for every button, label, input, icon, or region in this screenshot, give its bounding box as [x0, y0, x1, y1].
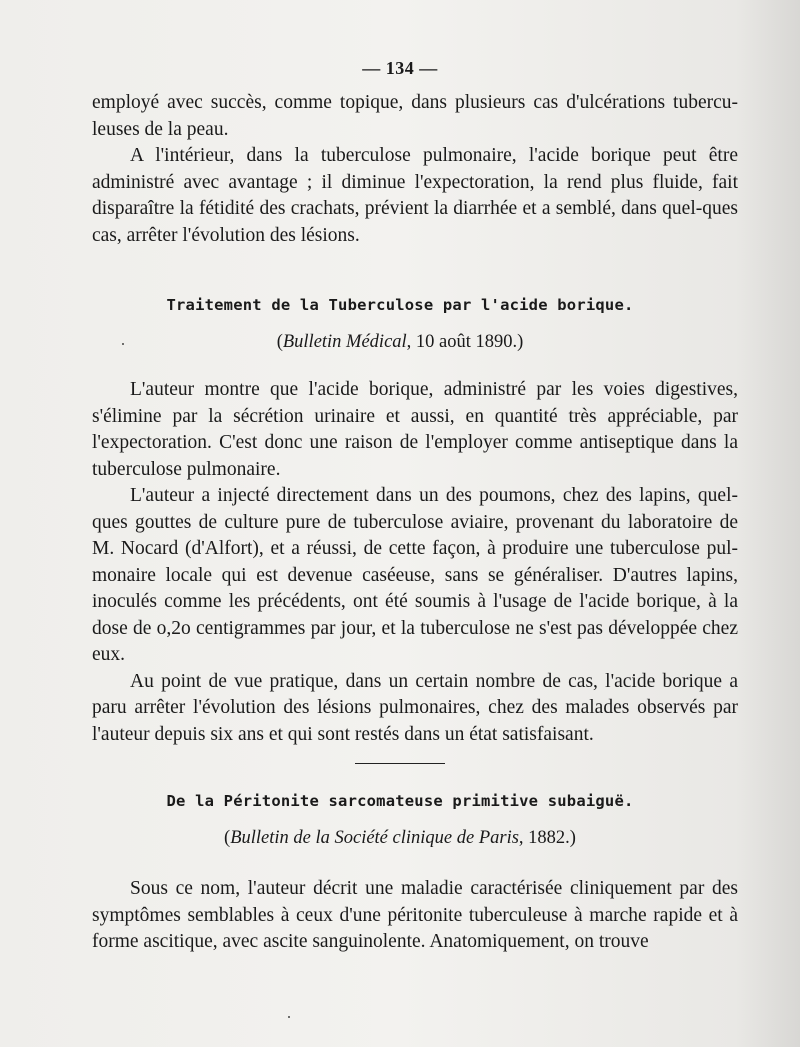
- source-date: , 1882.): [518, 828, 576, 848]
- paper-speck: [288, 1016, 290, 1018]
- section-heading-peritonite: De la Péritonite sarcomateuse primitive subaiguë.: [166, 792, 634, 810]
- paragraph-continued: employé avec succès, comme topique, dans plusieurs cas d'ulcérations tubercu-leuses de la peau.: [92, 92, 738, 140]
- paragraph-practical: Au point de vue pratique, dans un certain nombre de cas, l'acide borique a paru arrêter l'évolution des lésions pulmonaires, chez des malades observés par l'auteur depuis six ans et qui sont restés dans un état satisfaisant.: [92, 670, 738, 745]
- source-citation-bulletin-medical: [0, 332, 800, 353]
- paragraph-experiment: L'auteur a injecté directement dans un des poumons, chez des lapins, quel-ques gouttes de culture pure de tuberculose aviaire, provenant du laboratoire de M. Nocard (d'Alfort), et a réussi, de cette façon, à produire une tuberculose pul-monaire locale qui est devenue caséeuse, sans se généraliser. D'autres lapins, inoculés comme les précédents, ont été soumis à l'usage de l'acide borique, à la dose de o,2o centigrammes par jour, et la tuberculose ne s'est pas développée chez eux.: [92, 485, 738, 665]
- source-citation-societe-clinique: [0, 828, 800, 849]
- section-peritonite-body: [92, 876, 738, 956]
- section-continuation: [92, 90, 738, 249]
- section-tuberculose-body: [92, 377, 738, 748]
- source-open-paren: (: [276, 332, 283, 352]
- paragraph-interior-use: A l'intérieur, dans la tuberculose pulmonaire, l'acide borique peut être administré avec avantage ; il diminue l'expectoration, la rend plus fluide, fait disparaître la fétidité des crachats, prévient la diarrhée et a semblé, dans quel-ques cas, arrêter l'évolution des lésions.: [92, 145, 738, 246]
- source-date: , 10 août 1890.): [406, 332, 524, 352]
- section-heading-tuberculose: Traitement de la Tuberculose par l'acide borique.: [166, 296, 634, 314]
- source-journal-name: Bulletin Médical: [282, 332, 407, 352]
- paragraph-elimination: L'auteur montre que l'acide borique, administré par les voies digestives, s'élimine par la sécrétion urinaire et aussi, en quantité très appréciable, par l'expectoration. C'est donc une raison de l'employer comme antiseptique dans la tuberculose pulmonaire.: [92, 379, 738, 480]
- page-number: — 134 —: [362, 58, 438, 78]
- source-journal-name: Bulletin de la Société clinique de Paris: [230, 828, 519, 848]
- source-open-paren: (: [224, 828, 231, 848]
- paragraph-description: Sous ce nom, l'auteur décrit une maladie caractérisée cliniquement par des symptômes semblables à ceux d'une péritonite tuberculeuse à marche rapide et à forme ascitique, avec ascite sanguinolente. Anatomiquement, on trouve: [92, 878, 738, 952]
- paper-speck: [122, 343, 124, 345]
- section-divider: [355, 763, 445, 764]
